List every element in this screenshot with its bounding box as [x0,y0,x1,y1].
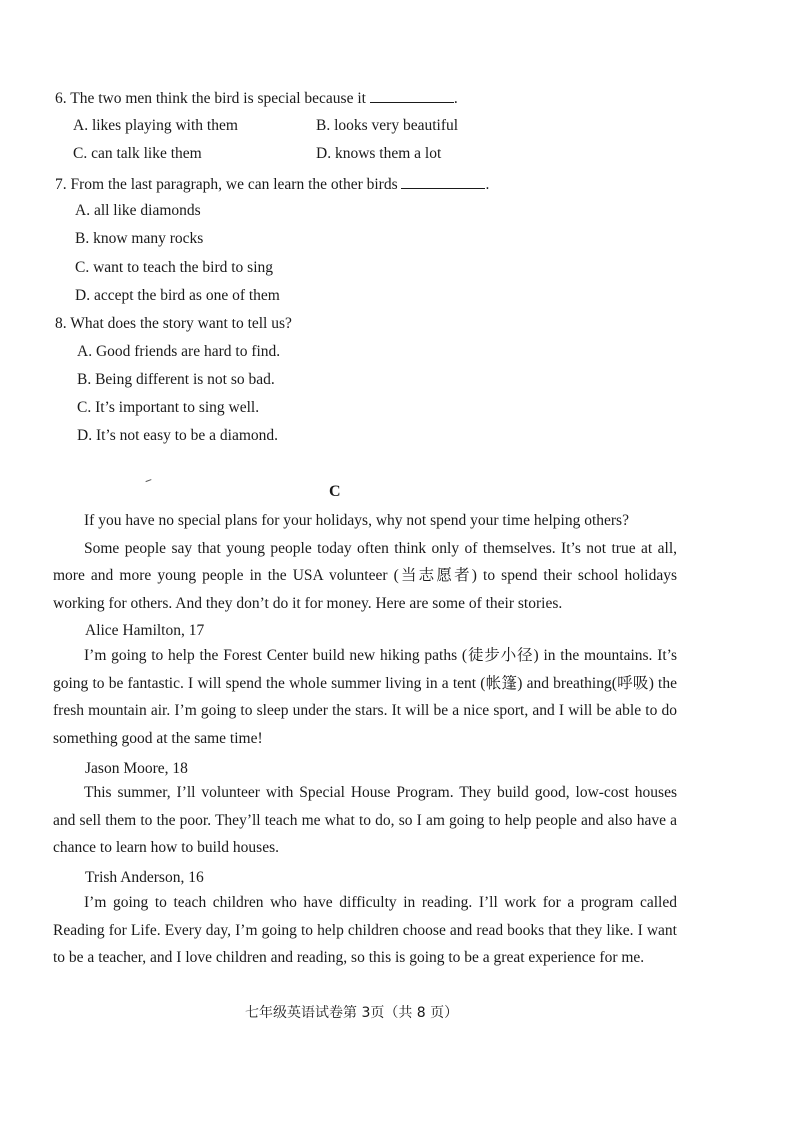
question-6-stem [55,88,458,109]
question-8-option-d: D. It’s not easy to be a diamond. [77,427,279,444]
question-7-option-a: A. all like diamonds [75,202,201,219]
question-6-option-b: B. looks very beautiful [316,117,459,134]
question-7-option-b: B. know many rocks [75,230,204,247]
question-6-option-a: A. likes playing with them [73,117,238,134]
question-7-stem [55,174,489,195]
person-name-2: Jason Moore, 18 [85,760,188,777]
answer-blank [370,88,454,103]
story-paragraph: This summer, I’ll volunteer with Special House Program. They build good, low-cost houses and sell them to the poor. They’ll teach me what to do, so I am going to help people and also have a chance to learn how to build houses. [53,784,677,857]
person-name-3: Trish Anderson, 16 [85,869,204,886]
question-7-end: . [485,176,490,193]
question-8-option-b: B. Being different is not so bad. [77,371,275,388]
answer-blank [401,174,485,189]
question-8-stem: 8. What does the story want to tell us? [55,315,292,332]
story-paragraph: I’m going to teach children who have difficulty in reading. I’ll work for a program called Reading for Life. Every day, I’m going to help children choose and read books that they like. I want to be a teacher, and I love children and reading, so this is going to be a great experience for me. [53,894,677,967]
question-7-option-d: D. accept the bird as one of them [75,287,280,304]
question-6-text: 6. The two men think the bird is special because it [55,90,366,107]
section-title: C [329,483,341,500]
question-6-option-d: D. knows them a lot [316,145,442,162]
question-8-option-a: A. Good friends are hard to find. [77,343,281,360]
question-8-option-c: C. It’s important to sing well. [77,399,260,416]
passage-intro [53,507,677,618]
intro-paragraph-2: Some people say that young people today often think only of themselves. It’s not true at all, more and more young people in the USA volunteer (当志愿者) to spend their school holidays working for others. And they don’t do it for money. Here are some of their stories. [53,539,677,613]
question-6-option-c: C. can talk like them [73,145,202,162]
stray-mark [145,479,152,485]
person-story-2 [53,779,677,862]
story-paragraph: I’m going to help the Forest Center build new hiking paths (徒步小径) in the mountains. It’s going to be fantastic. I will spend the whole summer living in a tent (帐篷) and breathing(呼吸) the fresh mountain air. I’m going to sleep under the stars. It will be a nice sport, and I will be able to do something good at the same time! [53,647,677,748]
intro-paragraph-1: If you have no special plans for your holidays, why not spend your time helping others? [84,512,629,529]
person-story-1 [53,642,677,753]
person-story-3 [53,889,677,972]
question-7-text: 7. From the last paragraph, we can learn the other birds [55,176,398,193]
question-6-end: . [453,90,458,107]
question-7-option-c: C. want to teach the bird to sing [75,259,274,276]
page-footer: 七年级英语试卷第 3页（共 8 页） [245,1005,459,1021]
person-name-1: Alice Hamilton, 17 [85,622,205,639]
